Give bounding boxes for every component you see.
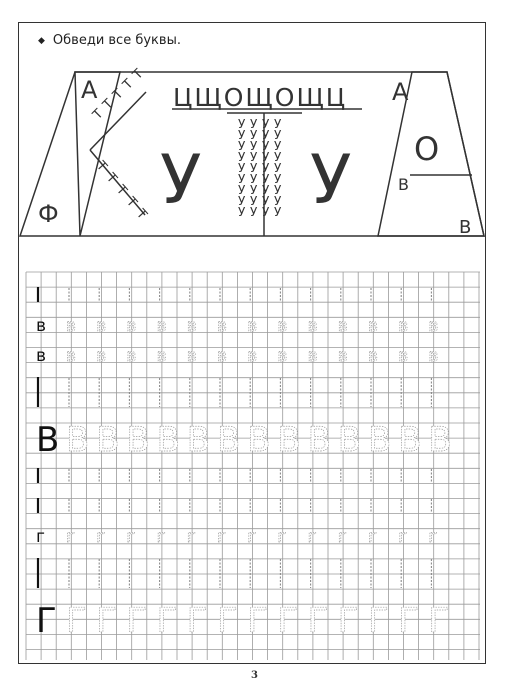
letter-u-big-right: У (310, 141, 352, 220)
small-u-letter: У (274, 139, 282, 153)
small-u-letter: У (250, 139, 258, 153)
trace-letter: в (96, 346, 107, 366)
trace-letter: в (66, 316, 77, 336)
small-u-letter: У (238, 205, 246, 219)
trace-letter: В (217, 420, 241, 460)
practice-letters (36, 287, 452, 641)
letter-a-right: А (392, 78, 409, 106)
trace-letter: г (96, 527, 106, 547)
small-u-letter: У (238, 150, 246, 164)
small-u-letter: У (250, 205, 258, 219)
trace-letter: г (66, 527, 75, 547)
sample-letter: г (36, 527, 45, 547)
small-u-letter: У (250, 194, 258, 208)
trace-letter: г (277, 527, 287, 547)
trace-letter: Г (307, 601, 329, 641)
trace-letter: в (277, 316, 288, 336)
letter-a-left: А (81, 76, 98, 104)
small-u-letter: У (250, 183, 258, 197)
trace-letter: В (247, 420, 271, 460)
trace-letter: в (368, 316, 379, 336)
trace-letter: г (156, 527, 166, 547)
small-u-letter: У (250, 150, 258, 164)
small-t-letter: Т (123, 194, 140, 211)
page-number: 3 (251, 670, 258, 681)
trace-letter: В (156, 420, 180, 460)
letter-u-big-left: У (160, 141, 202, 220)
small-u-letter: У (238, 139, 246, 153)
trace-letter: В (428, 420, 452, 460)
sample-letter: в (36, 346, 47, 366)
trace-letter: в (217, 346, 228, 366)
diamond-bullet-icon: ◆ (38, 35, 45, 46)
trace-letter: в (247, 316, 258, 336)
small-u-letter: У (262, 150, 270, 164)
trace-letter: В (277, 420, 301, 460)
small-u-letter: У (262, 205, 270, 219)
small-u-letter: У (250, 172, 258, 186)
instruction-text: Обведи все буквы. (52, 33, 181, 48)
trace-letter: В (186, 420, 211, 460)
trace-letter: в (186, 316, 197, 336)
small-u-letter: У (238, 172, 246, 186)
trace-letter: Г (247, 601, 268, 641)
small-u-letter: У (274, 183, 282, 197)
trace-letter: в (156, 316, 167, 336)
small-u-letter: У (262, 161, 270, 175)
trace-letter: в (126, 346, 137, 366)
sample-letter: в (36, 316, 47, 336)
letter-o: О (414, 130, 440, 168)
small-u-letter: У (274, 194, 282, 208)
trace-letter: г (186, 527, 196, 547)
sample-letter: Г (36, 601, 57, 641)
small-u-letter: У (262, 194, 270, 208)
trace-letter: Г (186, 601, 208, 641)
letter-f: Ф (38, 200, 59, 228)
small-u-letter: У (250, 128, 258, 142)
small-u-letter: У (250, 161, 258, 175)
small-u-letter: У (238, 128, 246, 142)
trace-letter: в (66, 346, 77, 366)
trace-letter: в (428, 316, 439, 336)
trace-letter: Г (428, 601, 450, 641)
trace-letter: г (428, 527, 438, 547)
trace-letter: В (368, 420, 392, 460)
trace-letter: в (156, 346, 167, 366)
trace-letter: Г (66, 601, 87, 641)
trace-letter: г (217, 527, 226, 547)
letter-v-bottom: В (459, 217, 472, 238)
trace-letter: Г (368, 601, 389, 641)
trace-letter: в (368, 346, 379, 366)
small-t-letter: Т (130, 66, 147, 83)
small-t-letter: Т (120, 76, 137, 93)
small-u-letter: У (238, 117, 246, 131)
small-t-letter: Т (113, 182, 130, 199)
trace-letter: в (337, 316, 348, 336)
small-t-letter: Т (90, 106, 107, 123)
small-u-letter: У (274, 150, 282, 164)
small-u-letter: У (238, 194, 246, 208)
trace-letter: в (398, 346, 409, 366)
trace-letter: г (337, 527, 347, 547)
small-u-letter: У (274, 128, 282, 142)
small-u-letter: У (274, 117, 282, 131)
trace-letter: В (398, 420, 422, 460)
trace-letter: в (428, 346, 439, 366)
trace-letter: г (368, 527, 377, 547)
small-u-letter: У (274, 161, 282, 175)
trace-letter: Г (96, 601, 117, 641)
trace-letter: г (126, 527, 136, 547)
small-u-letter: У (238, 161, 246, 175)
trace-letter: Г (126, 601, 148, 641)
sample-letter: В (36, 420, 60, 460)
trace-letter: Г (156, 601, 178, 641)
small-t-letter: Т (93, 158, 110, 175)
small-u-letter: У (274, 205, 282, 219)
trace-letter: в (307, 346, 318, 366)
trace-letter: В (66, 420, 90, 460)
trace-letter: В (337, 420, 362, 460)
trace-letter: г (398, 527, 408, 547)
small-u-letter: У (262, 172, 270, 186)
small-t-letter: Т (100, 96, 117, 113)
trace-letter: Г (277, 601, 299, 641)
small-u-letter: У (238, 183, 246, 197)
trace-letter: Г (217, 601, 238, 641)
trace-letter: в (247, 346, 258, 366)
small-u-letter: У (262, 139, 270, 153)
trace-letter: в (307, 316, 318, 336)
small-u-letter: У (262, 117, 270, 131)
small-u-letter: У (274, 172, 282, 186)
trace-letter: в (217, 316, 228, 336)
trace-letter: г (307, 527, 317, 547)
small-t-letter: Т (133, 206, 150, 223)
letter-v-small: В (398, 175, 409, 194)
trace-letter: в (126, 316, 137, 336)
top-word: ЦЩОЩОЩЦ (173, 83, 348, 112)
small-u-letter: У (262, 128, 270, 142)
small-u-letter: У (262, 183, 270, 197)
trace-letter: в (398, 316, 409, 336)
trace-letter: в (186, 346, 197, 366)
trace-letter: Г (337, 601, 359, 641)
trace-letter: В (307, 420, 331, 460)
trace-letter: В (96, 420, 120, 460)
trace-letter: в (277, 346, 288, 366)
trace-letter: В (126, 420, 150, 460)
small-u-letters (238, 117, 282, 219)
trace-letter: Г (398, 601, 419, 641)
small-u-letter: У (250, 117, 258, 131)
trace-letter: в (96, 316, 107, 336)
trace-letter: в (337, 346, 348, 366)
small-t-letter: Т (110, 86, 127, 103)
trace-letter: г (247, 527, 257, 547)
small-t-letter: Т (103, 170, 120, 187)
k-lower-stroke (90, 150, 145, 215)
t-letters (90, 67, 150, 223)
